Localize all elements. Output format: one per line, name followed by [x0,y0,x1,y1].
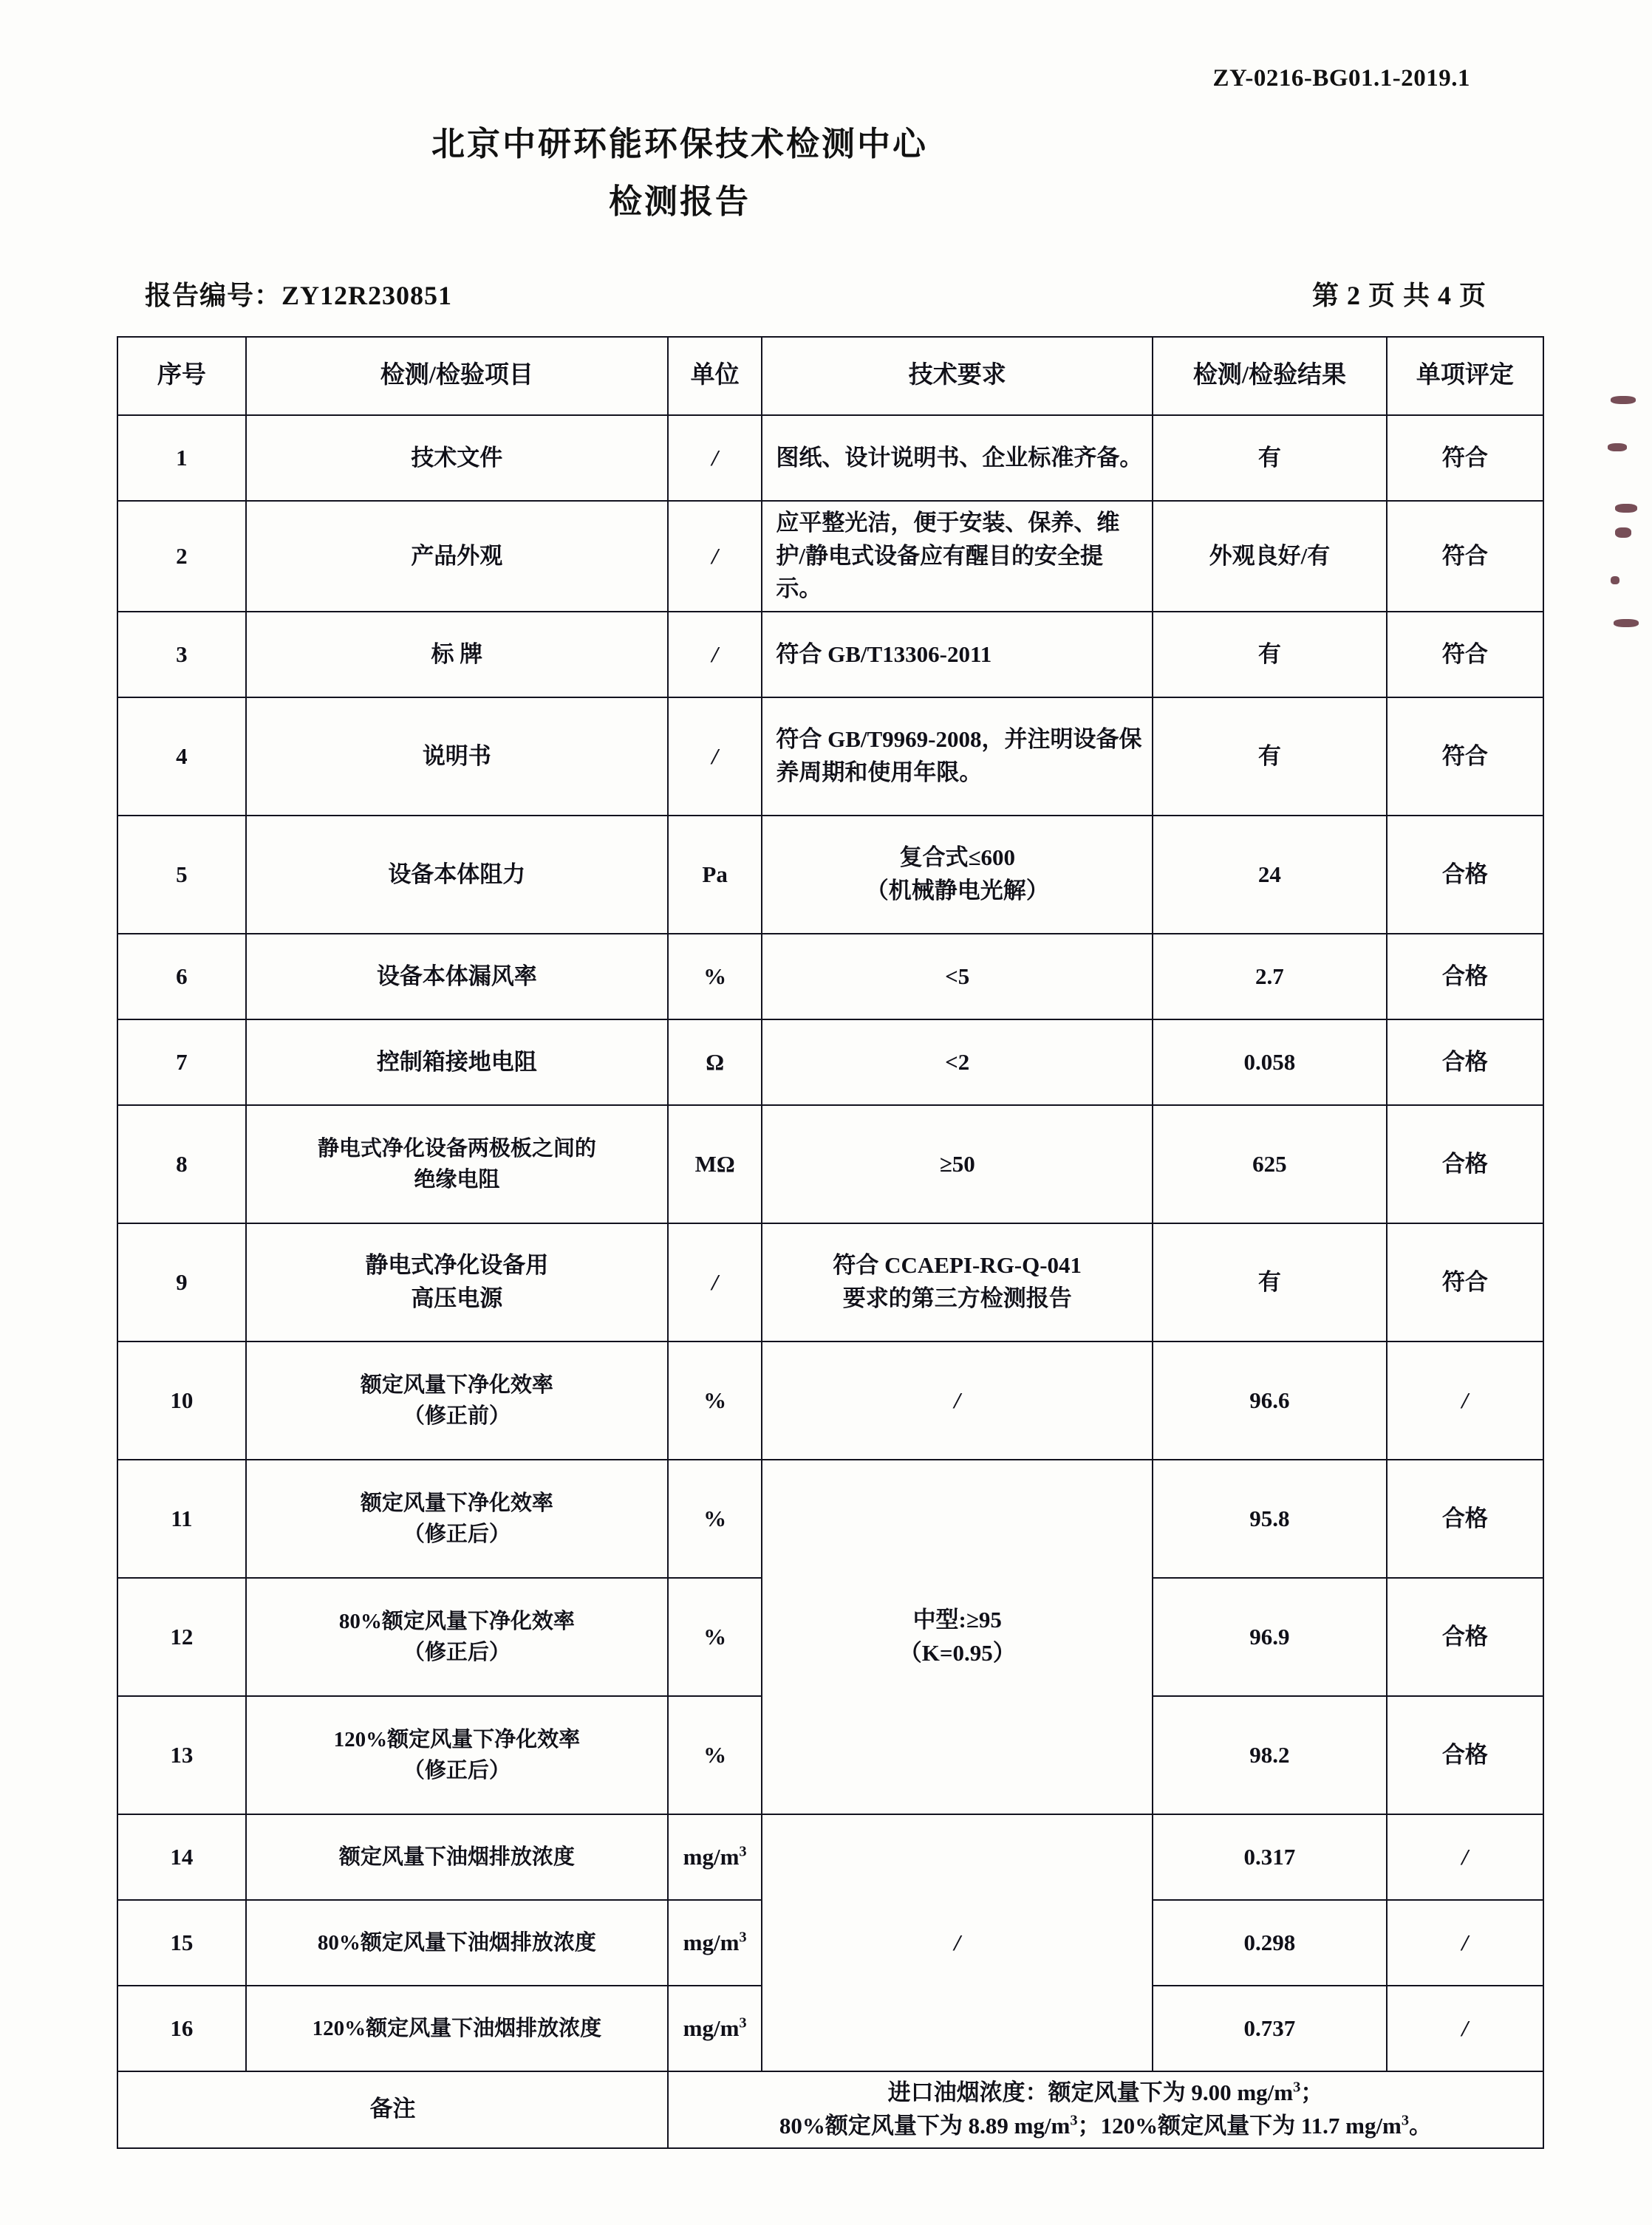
row-no: 5 [117,816,246,934]
row-no: 7 [117,1019,246,1105]
table-row [117,697,1543,816]
item-line-2: （修正前） [403,1404,511,1428]
remarks-line-2-exponent-2: 3 [1401,2112,1410,2129]
page-number: 第 2 页 共 4 页 [1311,281,1487,310]
row-requirement: <2 [762,1019,1153,1105]
table-row [117,1105,1543,1223]
merged-requirement-line-2: （K=0.95） [898,1640,1016,1666]
row-no: 4 [117,697,246,816]
row-item [246,1696,668,1814]
row-evaluation: 符合 [1387,415,1543,501]
row-unit: / [668,501,762,612]
item-line-1: 额定风量下净化效率 [360,1491,553,1515]
row-result: 0.298 [1153,1900,1387,1986]
table-row [117,612,1543,697]
row-result: 外观良好/有 [1153,501,1387,612]
row-item [246,1105,668,1223]
row-no: 11 [117,1460,246,1578]
remarks-line-1-text: 进口油烟浓度：额定风量下为 9.00 mg/m [887,2079,1294,2105]
scan-artifact-mark [1608,443,1627,451]
table-header-row [117,337,1543,415]
row-unit [668,1814,762,1900]
remarks-body [668,2071,1543,2148]
row-evaluation: 符合 [1387,1223,1543,1342]
row-result: 98.2 [1153,1696,1387,1814]
scan-artifact-mark [1614,619,1639,627]
row-no: 6 [117,934,246,1019]
row-result: 24 [1153,816,1387,934]
table-row [117,1019,1543,1105]
row-requirement: / [762,1342,1153,1460]
row-evaluation: 符合 [1387,501,1543,612]
remarks-row [117,2071,1543,2148]
item-line-2: （修正后） [403,1522,511,1546]
row-no: 16 [117,1986,246,2071]
remarks-line-2-text: 80%额定风量下为 8.89 mg/m [779,2112,1071,2139]
item-line-1: 静电式净化设备用 [365,1252,549,1279]
unit-base: mg/m [683,1929,740,1955]
row-unit: / [668,415,762,501]
remarks-line-1-exponent: 3 [1293,2079,1301,2096]
row-item: 标 牌 [246,612,668,697]
item-line-1: 120%额定风量下净化效率 [333,1727,581,1751]
row-result: 有 [1153,612,1387,697]
item-line-2: 绝缘电阻 [414,1168,500,1192]
row-no: 3 [117,612,246,697]
row-item [246,1460,668,1578]
unit-exponent: 3 [739,2014,747,2031]
table-row [117,501,1543,612]
remarks-line-2-mid: ；120%额定风量下为 11.7 mg/m [1077,2112,1402,2139]
scan-artifact-mark [1611,396,1636,404]
unit-exponent: 3 [739,1929,747,1946]
requirement-line-1: 复合式≤600 [899,844,1015,871]
row-item: 设备本体阻力 [246,816,668,934]
row-no: 10 [117,1342,246,1460]
table-row [117,816,1543,934]
row-unit: % [668,1578,762,1696]
row-item: 技术文件 [246,415,668,501]
row-item: 说明书 [246,697,668,816]
row-no: 2 [117,501,246,612]
row-item [246,1223,668,1342]
requirement-line-1: 符合 CCAEPI-RG-Q-041 [833,1252,1082,1279]
row-item [246,1342,668,1460]
scan-artifact-mark [1615,504,1637,513]
row-result: 0.317 [1153,1814,1387,1900]
row-no: 13 [117,1696,246,1814]
row-unit: / [668,697,762,816]
table-row [117,1223,1543,1342]
row-no: 9 [117,1223,246,1342]
merged-requirement-14-16: / [762,1814,1153,2071]
row-no: 14 [117,1814,246,1900]
row-requirement [762,816,1153,934]
row-requirement: <5 [762,934,1153,1019]
unit-base: mg/m [683,2014,740,2041]
organization-title: 北京中研环能环保技术检测中心 [431,126,928,163]
table-row [117,1342,1543,1460]
row-evaluation: / [1387,1986,1543,2071]
row-no: 12 [117,1578,246,1696]
row-unit: / [668,1223,762,1342]
row-requirement: 应平整光洁，便于安装、保养、维护/静电式设备应有醒目的安全提示。 [762,501,1153,612]
row-evaluation: 符合 [1387,697,1543,816]
requirement-line-2: 要求的第三方检测报告 [842,1285,1072,1311]
row-item: 产品外观 [246,501,668,612]
row-result: 2.7 [1153,934,1387,1019]
item-line-2: 高压电源 [411,1285,503,1311]
row-unit: % [668,1460,762,1578]
row-evaluation: 合格 [1387,934,1543,1019]
row-item: 80%额定风量下油烟排放浓度 [246,1900,668,1986]
document-title: 检测报告 [608,183,751,220]
column-header-result: 检测/检验结果 [1153,337,1387,415]
scan-artifact-mark [1611,576,1619,584]
unit-exponent: 3 [739,1843,747,1860]
item-line-2: （修正后） [403,1759,511,1783]
row-requirement: 图纸、设计说明书、企业标准齐备。 [762,415,1153,501]
merged-requirement-11-13 [762,1460,1153,1814]
column-header-evaluation: 单项评定 [1387,337,1543,415]
results-table [117,336,1544,2149]
row-result: 96.9 [1153,1578,1387,1696]
row-item [246,1578,668,1696]
row-unit: % [668,934,762,1019]
remarks-line-1-tail: ； [1300,2079,1324,2105]
row-unit: MΩ [668,1105,762,1223]
remarks-label: 备注 [117,2071,668,2148]
row-evaluation: 合格 [1387,1019,1543,1105]
row-result: 有 [1153,415,1387,501]
row-no: 1 [117,415,246,501]
table-row [117,415,1543,501]
report-number: 报告编号：ZY12R230851 [145,281,453,310]
row-evaluation: 符合 [1387,612,1543,697]
remarks-line-2-tail: 。 [1409,2112,1433,2139]
row-evaluation: 合格 [1387,1460,1543,1578]
document-code: ZY-0216-BG01.1-2019.1 [1212,65,1470,92]
item-line-1: 80%额定风量下净化效率 [338,1609,575,1633]
remarks-line-2-exponent-1: 3 [1070,2112,1078,2129]
row-no: 15 [117,1900,246,1986]
row-result: 96.6 [1153,1342,1387,1460]
row-item: 设备本体漏风率 [246,934,668,1019]
row-requirement: 符合 GB/T13306-2011 [762,612,1153,697]
column-header-unit: 单位 [668,337,762,415]
row-result: 有 [1153,697,1387,816]
row-result: 625 [1153,1105,1387,1223]
row-unit: Pa [668,816,762,934]
row-evaluation: / [1387,1342,1543,1460]
scan-artifact-mark [1615,527,1631,538]
row-unit: % [668,1342,762,1460]
row-result: 0.737 [1153,1986,1387,2071]
item-line-1: 静电式净化设备两极板之间的 [317,1136,596,1161]
row-item: 额定风量下油烟排放浓度 [246,1814,668,1900]
row-result: 有 [1153,1223,1387,1342]
item-line-1: 额定风量下净化效率 [360,1373,553,1397]
table-row [117,1460,1543,1578]
remarks-line-1 [675,2077,1537,2110]
row-requirement: 符合 GB/T9969-2008，并注明设备保养周期和使用年限。 [762,697,1153,816]
row-result: 0.058 [1153,1019,1387,1105]
row-evaluation: 合格 [1387,1696,1543,1814]
row-unit [668,1900,762,1986]
unit-base: mg/m [683,1843,740,1870]
table-row [117,1814,1543,1900]
row-unit [668,1986,762,2071]
table-row [117,934,1543,1019]
row-item: 120%额定风量下油烟排放浓度 [246,1986,668,2071]
results-table-wrapper [117,336,1544,2149]
column-header-requirement: 技术要求 [762,337,1153,415]
row-result: 95.8 [1153,1460,1387,1578]
column-header-item: 检测/检验项目 [246,337,668,415]
item-line-2: （修正后） [403,1641,511,1664]
row-requirement: ≥50 [762,1105,1153,1223]
row-evaluation: / [1387,1814,1543,1900]
requirement-line-2: （机械静电光解） [865,878,1049,903]
row-no: 8 [117,1105,246,1223]
row-evaluation: / [1387,1900,1543,1986]
row-requirement [762,1223,1153,1342]
row-unit: / [668,612,762,697]
column-header-no: 序号 [117,337,246,415]
row-evaluation: 合格 [1387,1578,1543,1696]
merged-requirement-line-1: 中型:≥95 [912,1607,1002,1633]
remarks-line-2 [675,2110,1537,2143]
row-evaluation: 合格 [1387,1105,1543,1223]
row-item: 控制箱接地电阻 [246,1019,668,1105]
row-unit: Ω [668,1019,762,1105]
row-unit: % [668,1696,762,1814]
row-evaluation: 合格 [1387,816,1543,934]
